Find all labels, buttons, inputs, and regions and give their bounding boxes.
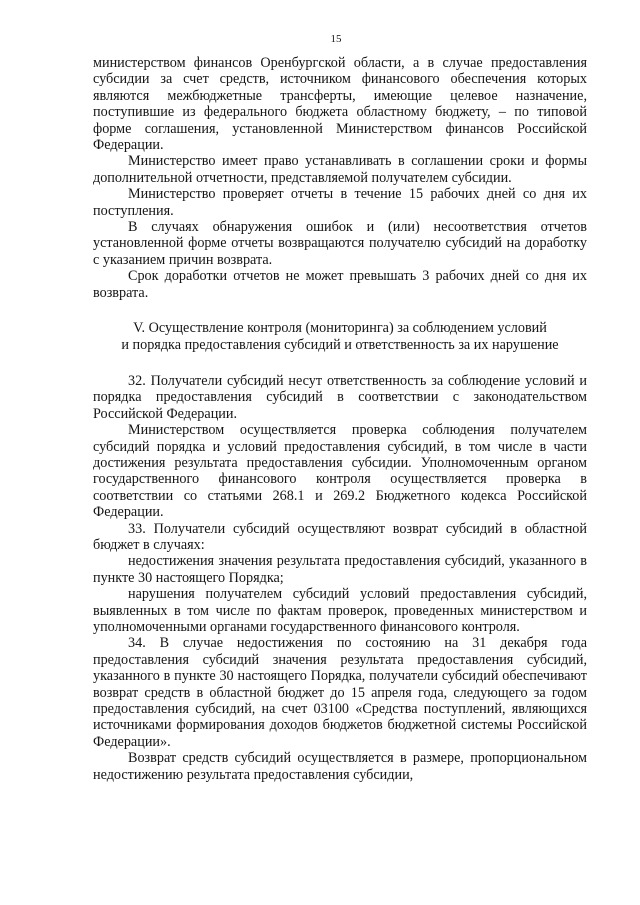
paragraph: 32. Получатели субсидий несут ответственность за соблюдение условий и порядка предоставления субсидий в соответствии с законодательством Российской Федерации.: [93, 372, 587, 422]
paragraph: 34. В случае недостижения по состоянию на 31 декабря года предоставления субсидий значения результата предоставления субсидий, указанного в пункте 30 настоящего Порядка, получатели субсидий обеспечивают возврат средств в областной бюджет до 15 апреля года, следующего за годом предоставления субсидий, на счет 03100 «Средства поступлений, являющихся источниками формирования доходов бюджетов бюджетной системы Российской Федерации».: [93, 635, 587, 750]
paragraph: Министерством осуществляется проверка соблюдения получателем субсидий порядка и условий предоставления субсидий, в том числе в части достижения результата предоставления субсидии. Уполномоченным органом государственного финансового контроля осуществляется проверка в соответствии со статьями 268.1 и 269.2 Бюджетного кодекса Российской Федерации.: [93, 422, 587, 521]
paragraph: 33. Получатели субсидий осуществляют возврат субсидий в областной бюджет в случаях:: [93, 520, 587, 553]
paragraph: Министерство имеет право устанавливать в соглашении сроки и формы дополнительной отчетности, представляемой получателем субсидии.: [93, 153, 587, 186]
paragraph: Министерство проверяет отчеты в течение 15 рабочих дней со дня их поступления.: [93, 186, 587, 219]
section-heading: [93, 320, 587, 353]
paragraph: недостижения значения результата предоставления субсидий, указанного в пункте 30 настоящего Порядка;: [93, 553, 587, 586]
section-heading-line: V. Осуществление контроля (мониторинга) за соблюдением условий: [133, 320, 547, 337]
document-page: [93, 33, 587, 783]
page-number: 15: [330, 33, 342, 45]
paragraph: нарушения получателем субсидий условий предоставления субсидий, выявленных в том числе по фактам проверок, проведенных министерством и уполномоченными органами государственного финансового контроля.: [93, 586, 587, 635]
paragraph: Срок доработки отчетов не может превышать 3 рабочих дней со дня их возврата.: [93, 268, 587, 301]
paragraph: Возврат средств субсидий осуществляется в размере, пропорциональном недостижению результата предоставления субсидии,: [93, 750, 587, 783]
paragraph: министерством финансов Оренбургской области, а в случае предоставления субсидии за счет средств, источником финансового обеспечения которых являются межбюджетные трансферты, имеющие целевое назначение, поступившие из федерального бюджета областному бюджету, – по типовой форме соглашения, установленной Министерством финансов Российской Федерации.: [93, 55, 587, 154]
paragraph: В случаях обнаружения ошибок и (или) несоответствия отчетов установленной форме отчеты возвращаются получателю субсидий на доработку с указанием причин возврата.: [93, 219, 587, 268]
section-heading-line: и порядка предоставления субсидий и ответственность за их нарушение: [121, 336, 559, 353]
